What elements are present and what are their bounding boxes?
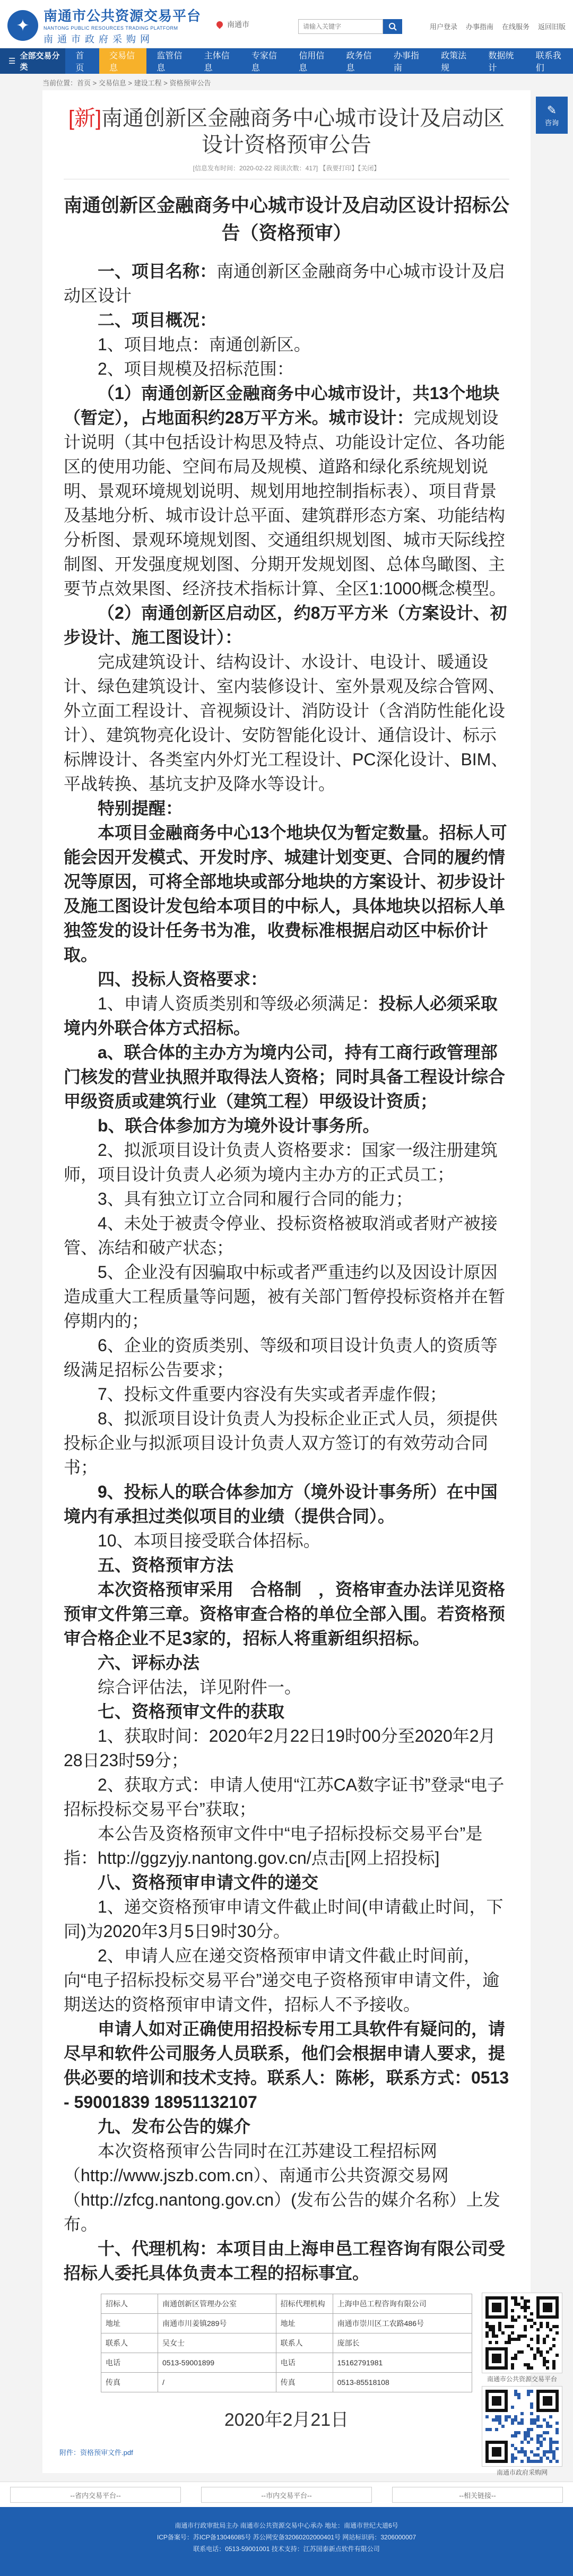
document-paragraph <box>64 1187 509 1211</box>
table-cell: 联系人 <box>101 2333 158 2353</box>
paragraph-run: 本项目金融商务中心13个地块仅为暂定数量。招标人可能会因开发模式、开发时序、城建计划变更、合同的履约情况等原因，可将全部地块或部分地块的方案设计、初步设计及施工图设计发包给本项目的中标人，具体地块以招标人单独签发的设计任务书为准，收费标准根据启动区中标价计取。 <box>64 823 507 964</box>
nav-item-supervision[interactable]: 监管信息 <box>157 51 183 73</box>
paragraph-run: 4、未处于被责令停业、投标资格被取消或者财产被接管、冻结和破产状态； <box>64 1214 498 1257</box>
top-link[interactable]: 在线服务 <box>501 23 529 31</box>
city-selector[interactable] <box>216 19 249 30</box>
qr-label-1: 南通市公共资源交易平台 <box>487 2375 557 2383</box>
table-cell: 电话 <box>101 2353 158 2373</box>
document-paragraph <box>64 1040 509 1113</box>
document-paragraph <box>64 1821 509 1870</box>
nav-item-policy[interactable]: 政策法规 <box>441 51 467 73</box>
search-icon <box>388 22 397 31</box>
document-paragraph <box>64 1699 509 1724</box>
paragraph-run: 5、企业没有因骗取中标或者严重违约以及因设计原因造成重大工程质量等问题，被有关部门暂停投标资格并在暂停期内的； <box>64 1263 506 1330</box>
article-meta: [信息发布时间：2020-02-22 阅读次数：417] 【我要打印】【关闭】 <box>193 165 380 172</box>
document-paragraph <box>64 259 509 308</box>
nav-item-statistics[interactable]: 数据统计 <box>488 51 514 73</box>
paragraph-run: 2、项目规模及招标范围： <box>98 359 294 378</box>
all-categories-button[interactable] <box>0 48 65 74</box>
table-cell: 南通市川姜镇289号 <box>158 2314 276 2333</box>
table-cell: / <box>158 2373 276 2392</box>
document-paragraph <box>64 1406 509 1480</box>
footer-line: 联系电话：0513-59001001 技术支持：江苏国泰新点软件有限公司 <box>193 2545 380 2553</box>
page-title <box>64 105 509 158</box>
paragraph-run: 特别提醒： <box>98 799 183 818</box>
nav-item-contact[interactable]: 联系我们 <box>535 51 561 73</box>
all-categories-label: 全部交易分类 <box>20 51 60 72</box>
menu-icon: ☰ <box>8 57 16 66</box>
emblem-icon: ✦ <box>7 10 38 41</box>
paragraph-run: 2、获取方式：申请人使用“江苏CA数字证书”登录“电子招标投标交易平台”获取； <box>64 1775 505 1819</box>
edit-icon: ✎ <box>546 103 557 117</box>
document-paragraph <box>64 1650 509 1675</box>
paragraph-run: 1、申请人资质类别和等级必须满足： <box>98 994 379 1013</box>
document-paragraph <box>64 1553 509 1577</box>
document-paragraph <box>64 2236 509 2285</box>
consult-label: 咨询 <box>544 118 559 127</box>
paragraph-run: 9、投标人的联合体参加方（境外设计事务所）在中国境内有承担过类似项目的业绩（提供合同）。 <box>64 1482 498 1526</box>
document-paragraph <box>64 1480 509 1528</box>
site-logo[interactable] <box>7 5 201 46</box>
paragraph-run: 本公告及资格预审文件中“电子招标投标交易平台”是指：http://ggzyjy.nantong.gov.cn/点击[网上招投标] <box>64 1824 483 1868</box>
document-paragraph <box>64 1138 509 1187</box>
table-row <box>101 2314 472 2333</box>
table-cell: 吴女士 <box>158 2333 276 2353</box>
nav-item-experts[interactable]: 专家信息 <box>251 51 277 73</box>
nav-item-credit[interactable]: 信用信息 <box>299 51 325 73</box>
document-paragraph <box>64 796 509 820</box>
qr-code-2 <box>482 2386 562 2467</box>
nav-item-trade-info[interactable]: 交易信息 <box>99 48 146 74</box>
paragraph-run: 申请人如对正确使用招投标专用工具软件有疑问的，请尽早和软件公司服务人员联系，他们会根据申请人要求，提供必要的培训和技术支持。联系人：陈彬，联系方式：0513 - 59001839 18951132107 <box>64 2019 509 2112</box>
paragraph-run: 3、具有独立订立合同和履行合同的能力； <box>98 1189 413 1208</box>
paragraph-run: 10、本项目接受联合体招标。 <box>98 1531 320 1550</box>
paragraph-run: 8、拟派项目设计负责人为投标企业正式人员，须提供投标企业与拟派项目设计负责人双方签订的有效劳动合同书； <box>64 1409 498 1477</box>
paragraph-run: 十、代理机构：本项目由上海申邑工程咨询有限公司受招标人委托具体负责本工程的招标事宜。 <box>64 2239 506 2283</box>
footer-line: 南通市行政审批局主办 南通市公共资源交易中心承办 地址：南通市世纪大道6号 <box>175 2522 398 2529</box>
footer-line: ICP备案号：苏ICP备13046085号 苏公网安备32060202000401号 网站标识码：3206000007 <box>157 2534 416 2541</box>
paragraph-run: 五、资格预审方法 <box>98 1555 234 1575</box>
document-paragraph <box>64 991 509 1040</box>
document-paragraph <box>64 1675 509 1699</box>
document-title: 南通创新区金融商务中心城市设计及启动区设计招标公告（资格预审） <box>64 195 510 244</box>
paragraph-run: 六、评标办法 <box>98 1653 200 1672</box>
table-row <box>101 2294 472 2314</box>
document-paragraph <box>64 1773 509 1821</box>
site-name-en: NANTONG PUBLIC RESOURCES TRADING PLATFORM <box>44 25 178 31</box>
consult-button[interactable] <box>536 97 568 134</box>
document-paragraph <box>64 967 509 991</box>
paragraph-run: 1、获取时间：2020年2月22日19时00分至2020年2月28日23时59分； <box>64 1726 496 1770</box>
contact-table <box>101 2294 472 2392</box>
friend-links-bar <box>0 2482 573 2508</box>
document-paragraph <box>64 1211 509 1260</box>
paragraph-run: 南通创新区金融商务中心城市设计及启动区设计 <box>64 262 506 305</box>
city-label: 南通市 <box>227 20 249 29</box>
paragraph-run: 七、资格预审文件的获取 <box>98 1702 285 1721</box>
table-cell: 招标代理机构 <box>276 2294 333 2314</box>
top-link[interactable]: 返回旧版 <box>537 23 566 31</box>
paragraph-run: a、联合体的主办方为境内公司，持有工商行政管理部门核发的营业执照并取得法人资格；同时具备工程设计综合甲级资质或建筑行业（建筑工程）甲级设计资质； <box>64 1043 506 1111</box>
document-paragraph <box>64 308 509 332</box>
main-nav <box>0 48 573 74</box>
document-paragraph <box>64 1724 509 1773</box>
table-cell: 南通市崇川区工农路486号 <box>333 2314 472 2333</box>
new-badge: [新] <box>68 107 102 130</box>
paragraph-run: 2、申请人应在递交资格预审申请文件截止时间前，向“电子招标投标交易平台”递交电子资格预审申请文件，逾期送达的资格预审申请文件，招标人不予接收。 <box>64 1946 500 2014</box>
top-link[interactable]: 办事指南 <box>465 23 493 31</box>
table-cell: 庞部长 <box>333 2333 472 2353</box>
article-panel <box>42 90 531 2473</box>
document-paragraph <box>64 1943 509 2017</box>
document-paragraph <box>64 1895 509 1943</box>
table-row <box>101 2353 472 2373</box>
friend-link-select[interactable]: --省内交易平台-- <box>10 2487 181 2503</box>
qr-code-1 <box>482 2293 562 2373</box>
paragraph-run: b、联合体参加方为境外设计事务所。 <box>98 1116 380 1135</box>
document-paragraph <box>64 357 509 381</box>
table-cell: 南通创新区管理办公室 <box>158 2294 276 2314</box>
table-cell: 地址 <box>101 2314 158 2333</box>
document-paragraph <box>64 650 509 796</box>
table-row <box>101 2333 472 2353</box>
paragraph-run: 投标人必须采取境内外联合体方式招标。 <box>64 994 498 1038</box>
table-cell: 上海申邑工程咨询有限公司 <box>333 2294 472 2314</box>
friend-link-select[interactable]: --市内交易平台-- <box>201 2487 372 2503</box>
document-paragraph <box>64 1528 509 1553</box>
top-link[interactable]: 用户登录 <box>429 23 457 31</box>
document-paragraph <box>64 2139 509 2236</box>
paragraph-run: （2）南通创新区启动区，约8万平方米（方案设计、初步设计、施工图设计）： <box>64 603 507 647</box>
search-button[interactable] <box>383 19 402 34</box>
search-input[interactable] <box>298 19 383 34</box>
paragraph-run: 一、项目名称： <box>98 262 217 281</box>
document-paragraph <box>64 1382 509 1406</box>
table-cell: 15162791981 <box>333 2353 472 2373</box>
table-cell: 传真 <box>101 2373 158 2392</box>
document-paragraph <box>64 1113 509 1138</box>
table-cell: 0513-85518108 <box>333 2373 472 2392</box>
attachment-link[interactable]: 附件：资格预审文件.pdf <box>59 2449 133 2457</box>
document-paragraph <box>64 601 509 650</box>
document-paragraph <box>64 2114 509 2139</box>
site-header <box>0 0 573 48</box>
paragraph-run: 6、企业的资质类别、等级和项目设计负责人的资质等级满足招标公告要求； <box>64 1336 498 1379</box>
publish-date: 2020年2月21日 <box>224 2410 349 2430</box>
friend-link-select[interactable]: --相关链接-- <box>392 2487 563 2503</box>
document-paragraph <box>64 332 509 357</box>
nav-item-subject[interactable]: 主体信息 <box>204 51 230 73</box>
document-paragraph <box>64 381 509 601</box>
paragraph-run: 本次资格预审采用 合格制 ，资格审查办法详见资格预审文件第三章。资格审查合格的单位全部入围。若资格预审合格企业不足3家的，招标人将重新组织招标。 <box>64 1580 506 1648</box>
qr-code-icon <box>482 2387 562 2466</box>
paragraph-run: 完成建筑设计、结构设计、水设计、电设计、暖通设计、绿色建筑设计、室内装修设计、室外景观及综合管网、外立面工程设计、音视频设计、消防设计（含消防性能化设计）、建筑物亮化设计、安防智能化设计、通信设计、标示标牌设计、各类室内外灯光工程设计、PC深化设计、BIM、平战转换、基坑支护及降水等设计。 <box>64 652 508 793</box>
paragraph-run: 八、资格预审申请文件的递交 <box>98 1873 319 1892</box>
document-paragraph <box>64 2017 509 2114</box>
paragraph-run: 综合评估法，详见附件一。 <box>98 1678 302 1697</box>
title-text: 南通创新区金融商务中心城市设计及启动区设计资格预审公告 <box>101 107 505 157</box>
site-footer <box>0 2507 573 2576</box>
qr-code-icon <box>482 2293 562 2373</box>
nav-item-home[interactable]: 首页 <box>75 51 84 73</box>
paragraph-run: 本次资格预审公告同时在江苏建设工程招标网（http://www.jszb.com.cn）、南通市公共资源交易网（http://zfcg.nantong.gov.cn）(发布公告的媒介名称）上发布。 <box>64 2141 500 2234</box>
table-cell: 电话 <box>276 2353 333 2373</box>
site-name: 南通市公共资源交易平台 <box>44 8 202 24</box>
paragraph-run: 1、项目地点：南通创新区。 <box>98 335 311 354</box>
paragraph-run: 四、投标人资格要求： <box>98 970 268 989</box>
document-paragraph <box>64 1577 509 1650</box>
location-pin-icon <box>215 20 224 29</box>
table-cell: 地址 <box>276 2314 333 2333</box>
site-subtitle: 南通市政府采购网 <box>44 34 154 45</box>
paragraph-run: 7、投标文件重要内容没有失实或者弄虚作假； <box>98 1385 447 1404</box>
table-cell: 联系人 <box>276 2333 333 2353</box>
document-body <box>64 259 509 2285</box>
paragraph-run: （1）南通创新区金融商务中心城市设计，共13个地块（暂定），占地面积约28万平方米。城市设计： <box>64 384 500 427</box>
paragraph-run: 九、发布公告的媒介 <box>98 2117 251 2136</box>
paragraph-run: 1、递交资格预审申请文件截止时间(申请截止时间，下同)为2020年3月5日9时30分。 <box>64 1897 503 1941</box>
table-cell: 招标人 <box>101 2294 158 2314</box>
document-paragraph <box>64 1870 509 1895</box>
paragraph-run: 2、拟派项目设计负责人资格要求：国家一级注册建筑师，项目设计负责人必须为境内主办方的正式员工； <box>64 1140 498 1184</box>
table-cell: 0513-59001899 <box>158 2353 276 2373</box>
table-cell: 传真 <box>276 2373 333 2392</box>
document-paragraph <box>64 1333 509 1382</box>
qr-label-2: 南通市政府采购网 <box>496 2469 548 2476</box>
document-paragraph <box>64 820 509 967</box>
breadcrumb: 当前位置：首页 > 交易信息 > 建设工程 > 资格预审公告 <box>42 79 211 87</box>
document-paragraph <box>64 1260 509 1333</box>
nav-item-guide[interactable]: 办事指南 <box>393 51 419 73</box>
nav-item-government[interactable]: 政务信息 <box>346 51 372 73</box>
top-links <box>430 21 566 31</box>
paragraph-run: 二、项目概况： <box>98 310 217 330</box>
table-row <box>101 2373 472 2392</box>
paragraph-run: 完成规划设计说明（其中包括设计构思及特点、功能设计定位、各功能区的使用功能、空间布局及规模、道路和绿化系统规划说明、景观环境规划说明、规划用地控制指标表）、项目背景及基地分析、城市设计总平面、建筑群形态方案、功能结构分析图、景观环境规划图、交通组织规划图、城市天际线控制图、开发强度规划图、分期开发规划图、总体鸟瞰图、主要节点效果图、经济技术指标计算、全区1:1000概念模型。 <box>64 408 506 598</box>
